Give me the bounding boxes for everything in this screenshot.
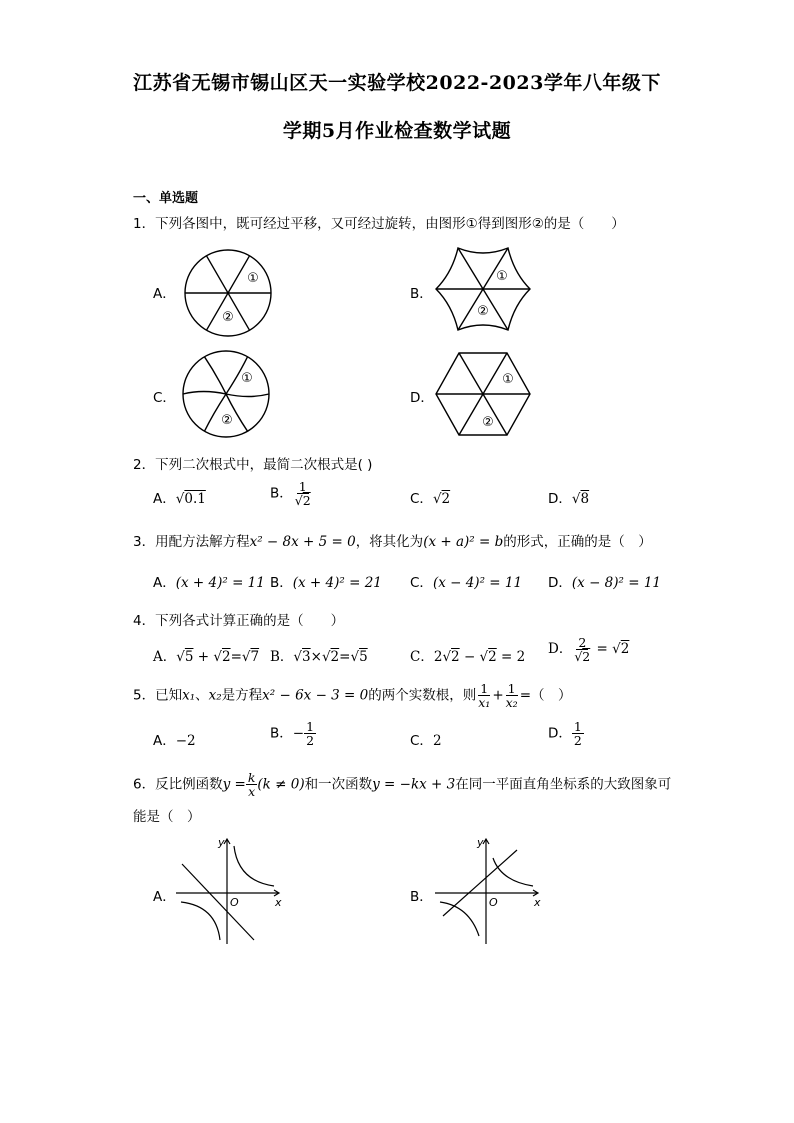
q6-x-denominator: x	[248, 784, 256, 800]
q6-graph-a	[176, 836, 286, 946]
q1-option-c-label[interactable]: C．	[153, 390, 176, 406]
q3-a-label: A．	[153, 575, 176, 591]
q6-a-axis-y: y	[218, 836, 225, 849]
q5-option-d[interactable]	[548, 720, 584, 747]
q6-k-numerator: k	[247, 770, 256, 785]
q3-option-d[interactable]	[548, 571, 661, 591]
q5-b-denominator: 2	[306, 733, 315, 749]
q2-a-label: A．	[153, 491, 176, 507]
q3-d-value: (x − 8)² = 11	[571, 575, 662, 591]
q5-option-a[interactable]	[153, 729, 196, 749]
question-1-stem: 1．下列各图中，既可经过平移，又可经过旋转，由图形①得到图形②的是（ ）	[133, 216, 625, 232]
q5-stem-a: 5．已知	[133, 687, 183, 704]
q1-option-a-label[interactable]: A．	[153, 286, 176, 302]
q3-c-value: (x − 4)² = 11	[432, 575, 523, 591]
q5-c-label: C．	[410, 733, 433, 749]
q3-b-label: B．	[270, 575, 293, 591]
page-title-line-1: 江苏省无锡市锡山区天一实验学校2022-2023学年八年级下	[133, 72, 661, 94]
q1-option-d-label[interactable]: D．	[410, 390, 434, 406]
q3-d-label: D．	[548, 575, 572, 591]
q6-option-b-label[interactable]: B．	[410, 889, 433, 905]
q2-d-value: 8	[580, 491, 590, 507]
q6-b-axis-x: x	[534, 896, 541, 909]
q5-option-c[interactable]	[410, 729, 442, 749]
q5-x1: x₁	[182, 687, 196, 704]
q4-a-radicand-1: 5	[184, 649, 194, 665]
q5-fraction-2-numerator: 1	[507, 681, 516, 696]
q5-fraction-1-numerator: 1	[480, 681, 489, 696]
q1-c-mark-2: ②	[221, 413, 233, 428]
q6-b-origin: O	[489, 896, 498, 909]
q3-stem-c: 的形式，正确的是（ ）	[503, 534, 652, 550]
q4-d-label: D．	[548, 641, 573, 658]
q3-stem-a: 3．用配方法解方程	[133, 534, 250, 550]
q4-a-radicand-2: 2	[221, 649, 231, 665]
question-6-stem-line-2: 能是（ ）	[133, 809, 201, 825]
q4-c-coefficient: 2	[433, 649, 443, 665]
q4-c-radicand-1: 2	[451, 649, 460, 665]
q6-a-origin: O	[230, 896, 239, 909]
q1-b-mark-1: ①	[496, 269, 508, 284]
q6-stem-a: 6．反比例函数	[133, 776, 223, 793]
q6-stem-b: 和一次函数	[304, 776, 373, 793]
question-5-stem	[133, 682, 572, 709]
q3-option-c[interactable]	[410, 571, 522, 591]
q3-a-value: (x + 4)² = 11	[175, 575, 265, 591]
q6-linear-function: y = −kx + 3	[372, 776, 456, 793]
q2-option-a[interactable]: A．√0.1	[153, 491, 206, 507]
q4-b-radicand-2: 2	[330, 649, 340, 665]
q5-fraction-1-denominator: x₁	[478, 695, 491, 711]
q3-option-b[interactable]	[270, 571, 382, 591]
q1-option-b-label[interactable]: B．	[410, 286, 433, 302]
q2-b-denominator: 2	[302, 493, 311, 509]
q2-option-b[interactable]: B． $\frac{1}{√2}$	[270, 479, 311, 509]
q4-option-c[interactable]: C．2√2 − √2 = 2	[410, 649, 526, 665]
q5-sep: 、	[195, 687, 209, 704]
question-2-stem: 2．下列二次根式中，最简二次根式是( )	[133, 457, 373, 473]
q4-option-b[interactable]: B．√3×√2=√5	[270, 649, 368, 665]
q4-option-a[interactable]: A．√5 + √2=√7	[153, 649, 260, 665]
q5-b-label: B．	[270, 725, 293, 742]
q1-b-mark-2: ②	[477, 304, 489, 319]
section-heading: 一、单选题	[133, 191, 199, 206]
q4-d-eq: =	[596, 641, 608, 658]
q6-y-lhs: y =	[222, 776, 246, 793]
q4-a-op: +	[197, 649, 210, 665]
q5-d-numerator: 1	[573, 719, 582, 734]
q5-b-numerator: 1	[306, 719, 315, 734]
q5-a-label: A．	[153, 733, 176, 749]
q4-b-radicand-3: 5	[359, 649, 368, 665]
q5-equation: x² − 6x − 3 = 0	[262, 687, 369, 704]
q4-d-numerator: 2	[578, 635, 587, 650]
q1-a-mark-2: ②	[222, 310, 234, 325]
q5-d-label: D．	[548, 725, 572, 742]
q5-fraction-2-denominator: x₂	[505, 695, 518, 711]
q4-option-d[interactable]: D． $\frac{2}{√2}$ = √2	[548, 635, 630, 665]
q1-figure-b	[436, 246, 530, 332]
q2-option-d[interactable]: D．√8	[548, 491, 590, 507]
q5-stem-c: 的两个实数根，则	[368, 687, 477, 704]
q5-option-b[interactable]	[270, 720, 316, 747]
question-4-stem: 4．下列各式计算正确的是（ ）	[133, 613, 345, 629]
q2-b-numerator: 1	[298, 479, 307, 494]
question-6-stem	[133, 771, 671, 798]
q6-option-a-label[interactable]: A．	[153, 889, 176, 905]
q6-a-axis-x: x	[275, 896, 282, 909]
q4-c-label: C．	[410, 649, 434, 665]
q4-a-eq: =	[230, 649, 242, 665]
q4-c-eq: = 2	[501, 649, 526, 665]
q4-b-radicand-1: 3	[302, 649, 311, 665]
question-3-stem	[133, 530, 652, 550]
q3-c-label: C．	[410, 575, 433, 591]
q3-b-value: (x + 4)² = 21	[292, 575, 382, 591]
q2-b-label: B．	[270, 485, 293, 502]
q1-d-mark-1: ①	[502, 372, 514, 387]
q6-b-axis-y: y	[477, 836, 484, 849]
q5-stem-d: =（ ）	[519, 687, 572, 704]
q4-b-op: ×	[310, 649, 322, 665]
q5-x2: x₂	[208, 687, 222, 704]
q6-graph-b	[435, 836, 545, 946]
q1-figure-a	[183, 248, 273, 338]
q5-b-sign: −	[292, 725, 305, 742]
q3-form: (x + a)² = b	[423, 534, 504, 550]
q4-b-eq: =	[339, 649, 351, 665]
q5-c-value: 2	[432, 733, 442, 749]
q2-c-label: C．	[410, 491, 433, 507]
q3-stem-b: ，将其化为	[355, 534, 424, 550]
q4-d-denominator: 2	[582, 649, 591, 665]
q2-option-c[interactable]: C．√2	[410, 491, 451, 507]
q4-c-op: −	[463, 649, 476, 665]
q5-stem-b: 是方程	[221, 687, 263, 704]
q2-c-value: 2	[441, 491, 451, 507]
q5-a-value: −2	[175, 733, 196, 749]
q4-c-radicand-2: 2	[488, 649, 497, 665]
q1-d-mark-2: ②	[482, 415, 494, 430]
q1-c-mark-1: ①	[241, 371, 253, 386]
q3-option-a[interactable]	[153, 571, 265, 591]
q4-d-radicand: 2	[620, 641, 630, 658]
q5-plus: +	[492, 687, 504, 704]
q2-d-label: D．	[548, 491, 572, 507]
q4-a-radicand-3: 7	[250, 649, 260, 665]
q3-equation: x² − 8x + 5 = 0	[249, 534, 356, 550]
q6-condition: (k ≠ 0)	[257, 776, 305, 793]
q4-a-label: A．	[153, 649, 177, 665]
q1-figure-d	[435, 352, 531, 436]
q1-figure-c	[181, 349, 271, 439]
q1-a-mark-1: ①	[247, 271, 259, 286]
page-title-line-2: 学期5月作业检查数学试题	[282, 120, 512, 142]
q4-b-label: B．	[270, 649, 294, 665]
q5-d-denominator: 2	[573, 733, 582, 749]
q2-a-value: 0.1	[184, 491, 206, 507]
q6-stem-c: 在同一平面直角坐标系的大致图象可	[455, 776, 672, 793]
